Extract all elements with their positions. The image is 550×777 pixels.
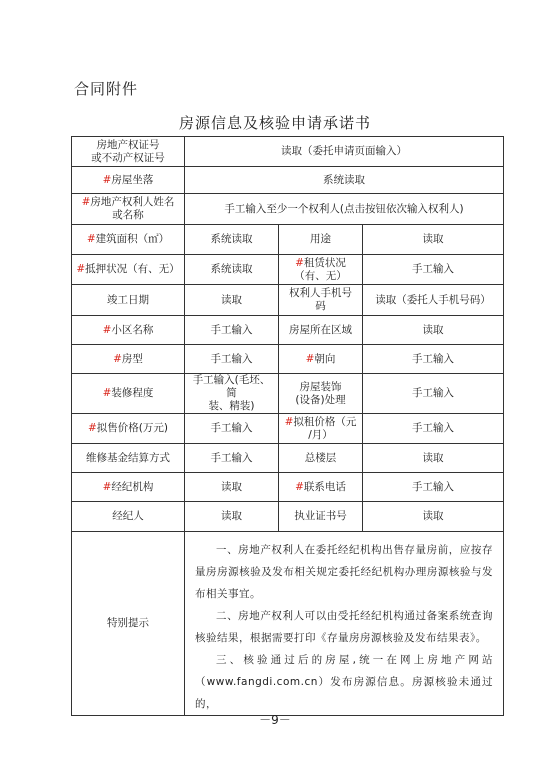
- field-label: [279, 255, 363, 285]
- field-label: [72, 255, 185, 285]
- cell-text: 联系电话: [303, 480, 346, 493]
- field-value: [363, 374, 504, 414]
- document-title: 房源信息及核验申请承诺书: [178, 114, 371, 132]
- cell-text: 维修基金结算方式: [86, 451, 170, 464]
- required-mark: #: [102, 387, 112, 399]
- field-value: [185, 225, 279, 255]
- required-mark: #: [86, 233, 96, 245]
- cell-text: 拟租价格（元: [293, 415, 357, 428]
- table-row: [72, 345, 504, 374]
- special-notes-label: [72, 532, 185, 716]
- field-label: [72, 167, 185, 194]
- cell-text: 读取（委托人手机号码）: [375, 293, 491, 306]
- cell-text: (设备)处理: [295, 393, 346, 406]
- cell-text: 系统读取: [210, 233, 253, 245]
- cell-text: 用途: [310, 233, 331, 245]
- field-value: [185, 255, 279, 285]
- required-mark: #: [76, 263, 86, 275]
- cell-text: 房型: [121, 352, 143, 365]
- field-value: [363, 502, 504, 532]
- field-value: [363, 444, 504, 473]
- table-row: [72, 225, 504, 255]
- field-value: [185, 502, 279, 532]
- required-mark: #: [87, 422, 97, 434]
- note-paragraph: 一、房地产权利人在委托经纪机构出售存量房前，应按存量房房源核验及发布相关规定委托经纪机构办理房源核验与发布相关事宜。: [195, 544, 494, 600]
- required-mark: #: [102, 480, 112, 493]
- field-value: [185, 137, 504, 167]
- table-row: [72, 194, 504, 225]
- cell-text: 房地产权证号: [96, 138, 160, 151]
- cell-text: 房屋装饰: [299, 380, 342, 393]
- field-value: [363, 225, 504, 255]
- cell-text: 装、精装): [208, 400, 255, 412]
- field-label: [279, 473, 363, 502]
- cell-text: 房屋所在区域: [289, 323, 352, 336]
- cell-text: 房地产权利人姓名: [90, 196, 175, 208]
- cell-text: 抵押状况（有、无）: [85, 263, 180, 275]
- field-label: [72, 137, 185, 167]
- cell-text: 读取: [422, 451, 444, 464]
- field-label: [72, 374, 185, 414]
- cell-text: 码: [315, 300, 326, 312]
- required-mark: #: [113, 352, 122, 365]
- table-row: [72, 167, 504, 194]
- cell-text: 手工输入: [412, 263, 454, 275]
- cell-text: 手工输入: [412, 352, 454, 365]
- field-value: [185, 444, 279, 473]
- required-mark: #: [81, 196, 91, 208]
- cell-text: 读取: [221, 510, 242, 522]
- listing-info-table: [71, 136, 504, 716]
- cell-text: 房屋坐落: [111, 173, 154, 186]
- required-mark: #: [284, 415, 294, 428]
- field-label: [279, 345, 363, 374]
- note-paragraph: 二、房地产权利人可以由受托经纪机构通过备案系统查询核验结果，根据需要打印《存量房房源核验及发布结果表》。: [195, 610, 494, 644]
- table-row: [72, 316, 504, 345]
- cell-text: 总楼层: [304, 451, 337, 464]
- field-value: [185, 345, 279, 374]
- field-value: [185, 167, 504, 194]
- cell-text: 手工输入(毛坯、简: [192, 374, 271, 399]
- cell-text: 或名称: [112, 209, 144, 221]
- cell-text: 手工输入: [210, 422, 253, 434]
- field-label: [279, 374, 363, 414]
- cell-text: （有、无）: [294, 269, 347, 282]
- cell-text: 读取: [422, 323, 444, 336]
- cell-text: 装修程度: [111, 387, 154, 399]
- note-paragraph: 三、核验通过后的房屋,统一在网上房地产网站（www.fangdi.com.cn）发布房源信息。房源核验未通过的，: [195, 654, 494, 710]
- field-value: [185, 285, 279, 316]
- field-value: [185, 414, 279, 444]
- cell-text: 读取（委托申请页面输入）: [281, 145, 407, 157]
- field-value: [363, 285, 504, 316]
- field-label: [72, 444, 185, 473]
- cell-text: 或不动产权证号: [91, 151, 165, 164]
- field-label: [72, 285, 185, 316]
- field-value: [363, 345, 504, 374]
- cell-text: 手工输入: [412, 480, 454, 493]
- field-value: [363, 255, 504, 285]
- cell-text: 读取: [422, 233, 444, 245]
- cell-text: 竣工日期: [107, 293, 149, 306]
- page-number: －9－: [259, 713, 291, 727]
- cell-text: /月）: [308, 428, 333, 441]
- table-row: [72, 285, 504, 316]
- field-value: [185, 316, 279, 345]
- table-row: [72, 414, 504, 444]
- cell-text: 经纪人: [112, 510, 144, 522]
- cell-text: 租赁状况: [303, 256, 346, 269]
- cell-text: 手工输入: [412, 387, 454, 399]
- field-value: [363, 316, 504, 345]
- cell-text: 系统读取: [323, 173, 365, 186]
- cell-text: 特别提示: [107, 617, 149, 629]
- field-label: [279, 316, 363, 345]
- field-label: [72, 316, 185, 345]
- special-notes-row: [72, 532, 504, 716]
- field-label: [72, 225, 185, 255]
- field-label: [279, 414, 363, 444]
- cell-text: 手工输入: [210, 352, 253, 365]
- cell-text: 经纪机构: [111, 480, 154, 493]
- appendix-heading: 合同附件: [74, 80, 139, 98]
- cell-text: 手工输入: [412, 422, 454, 434]
- field-value: [363, 473, 504, 502]
- field-value: [185, 194, 504, 225]
- required-mark: #: [295, 256, 304, 269]
- cell-text: 权利人手机号: [289, 287, 352, 299]
- cell-text: 手工输入至少一个权利人(点击按钮依次输入权利人): [224, 202, 464, 215]
- cell-text: 读取: [422, 510, 444, 522]
- field-label: [279, 225, 363, 255]
- cell-text: 建筑面积（㎡）: [95, 233, 170, 245]
- table-row: [72, 502, 504, 532]
- cell-text: 读取: [221, 293, 242, 306]
- field-value: [185, 374, 279, 414]
- field-label: [72, 194, 185, 225]
- field-label: [72, 473, 185, 502]
- cell-text: 系统读取: [210, 263, 253, 275]
- field-label: [279, 444, 363, 473]
- cell-text: 执业证书号: [294, 510, 347, 522]
- required-mark: #: [305, 352, 315, 365]
- table-row: [72, 374, 504, 414]
- special-notes-content: [185, 532, 504, 716]
- field-value: [185, 473, 279, 502]
- cell-text: 小区名称: [111, 323, 154, 336]
- table-row: [72, 137, 504, 167]
- required-mark: #: [102, 323, 112, 336]
- field-label: [72, 345, 185, 374]
- required-mark: #: [102, 173, 112, 186]
- field-label: [72, 502, 185, 532]
- cell-text: 朝向: [314, 352, 336, 365]
- cell-text: 拟售价格(万元): [96, 422, 168, 434]
- cell-text: 手工输入: [210, 451, 253, 464]
- table-row: [72, 473, 504, 502]
- table-row: [72, 444, 504, 473]
- field-label: [279, 285, 363, 316]
- field-label: [72, 414, 185, 444]
- required-mark: #: [295, 480, 304, 493]
- cell-text: 手工输入: [210, 323, 253, 336]
- field-value: [363, 414, 504, 444]
- field-label: [279, 502, 363, 532]
- cell-text: 读取: [221, 480, 242, 493]
- table-row: [72, 255, 504, 285]
